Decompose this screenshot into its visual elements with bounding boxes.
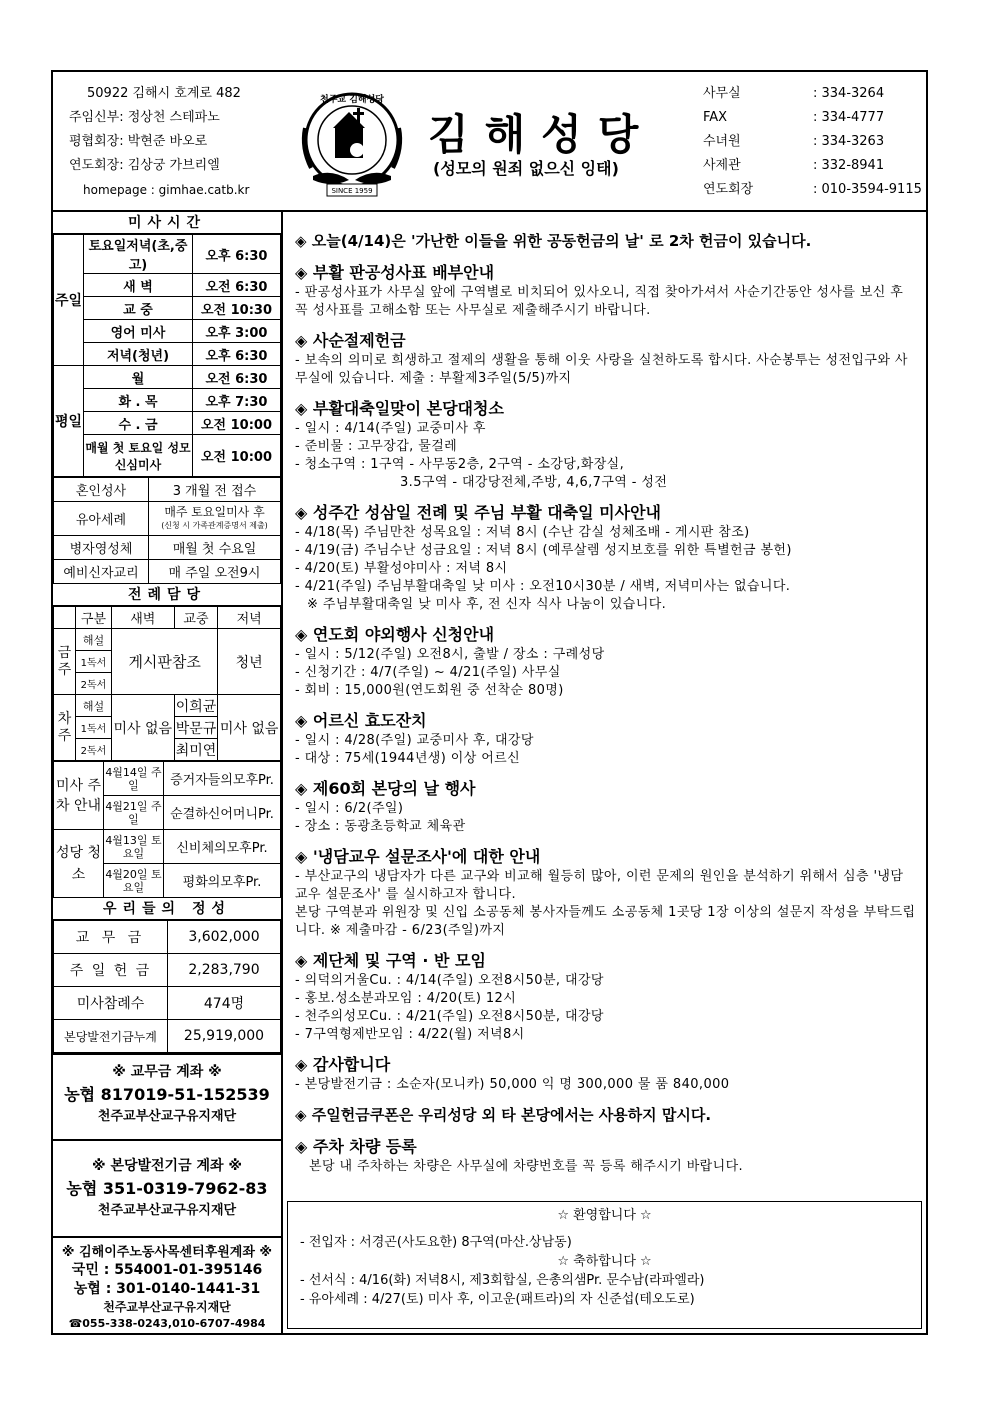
notice-text: - 본당발전기금 : 소순자(모니카) 50,000 익 명 300,000 물 품 840,000 xyxy=(295,1077,730,1092)
notice-text: ※ 주님부활대축일 낮 미사 후, 전 신자 식사 나눔이 있습니다. xyxy=(307,597,667,612)
sacrament-table xyxy=(53,477,281,584)
sacrament-name: 혼인성사 xyxy=(54,478,149,502)
parking-group: 증거자들의모후Pr. xyxy=(164,762,281,796)
notice-text: - 일시 : 5/12(주일) 오전8시, 출발 / 장소 : 구례성당 xyxy=(295,647,605,662)
labor-line1: 국민 : 554001-01-395146 xyxy=(71,1262,263,1278)
tithe-account xyxy=(53,1053,281,1139)
priest: 주임신부: 정상천 스테파노 xyxy=(69,110,220,125)
sacrament-value: 매월 첫 수요일 xyxy=(149,536,281,560)
role-label: 1독서 xyxy=(76,717,112,739)
mass-title: 미사시간 xyxy=(53,212,281,234)
mass-name: 수 . 금 xyxy=(84,412,193,435)
contact-label: FAX xyxy=(703,110,728,125)
liturgy-title: 전례담당 xyxy=(53,584,281,606)
notice-text: - 회비 : 15,000원(연도회원 중 선착순 80명) xyxy=(295,683,564,698)
mass-time: 오전 6:30 xyxy=(193,366,281,389)
contact-rectory xyxy=(703,154,922,178)
mass-time: 오후 3:00 xyxy=(193,320,281,343)
notice-text: - 보속의 의미로 희생하고 절제의 생활을 통해 이웃 사랑을 실천하도록 합시다. 사순봉투는 성전입구와 사무실에 있습니다. 제출 : 부활제3주일(5/5)까지 xyxy=(295,353,908,386)
notice-text: - 홍보.성소분과모임 : 4/20(토) 12시 xyxy=(295,991,517,1006)
congrats-line: - 유아세례 : 4/27(토) 미사 후, 이고운(패트라)의 자 신준섭(테오도로) xyxy=(300,1292,695,1307)
notice-text: - 부산교구의 냉담자가 다른 교구와 비교해 월등히 많아, 이런 문제의 원인을 분석하기 위해서 심층 '냉담교우 설문조사' 를 실시하고자 합니다. xyxy=(295,869,904,902)
account-holder: 천주교부산교구유지재단 xyxy=(97,1203,237,1218)
offering-value: 2,283,790 xyxy=(168,954,281,987)
homepage: homepage : gimhae.catb.kr xyxy=(83,183,250,197)
account-title: ※ 본당발전기금 계좌 ※ xyxy=(91,1158,243,1174)
offering-table xyxy=(53,920,281,1053)
mass-table xyxy=(53,234,281,477)
notice-heading: ◈ 오늘(4/14)은 '가난한 이들을 위한 공동헌금의 날' 로 2차 헌금이 있습니다. xyxy=(295,232,812,250)
sacrament-name: 병자영성체 xyxy=(54,536,149,560)
liturgy-header: 저녁 xyxy=(218,607,281,629)
role-label: 2독서 xyxy=(76,739,112,761)
next-week-reader: 이희균 xyxy=(174,695,218,717)
offering-title: 우리들의 정성 xyxy=(53,898,281,920)
next-week-reader: 최미연 xyxy=(174,739,218,761)
notice-heading: ◈ 연도회 야외행사 신청안내 xyxy=(295,625,495,644)
notice-text: 3.5구역 - 대강당전체,주방, 4,6,7구역 - 성전 xyxy=(400,475,668,490)
account-number: 농협 351-0319-7962-83 xyxy=(66,1179,268,1198)
notice-heading: ◈ 감사합니다 xyxy=(295,1055,391,1074)
mass-name: 토요일저녁(초,중고) xyxy=(84,235,193,274)
address: 50922 김해시 호계로 482 xyxy=(87,86,241,101)
notice-heading: ◈ 주차 차량 등록 xyxy=(295,1137,417,1156)
this-week-evening: 청년 xyxy=(218,629,281,695)
notice-heading: ◈ 사순절제헌금 xyxy=(295,331,406,350)
notice-text: - 판공성사표가 사무실 앞에 구역별로 비치되어 있사오니, 직접 찾아가셔서 사순기간동안 성사를 보신 후 꼭 성사표를 고해소함 또는 사무실로 제출해주시기 바랍니다. xyxy=(295,285,904,318)
cleaning-label: 성당 청소 xyxy=(54,830,104,898)
notice-text: - 일시 : 4/14(주일) 교중미사 후 xyxy=(295,421,486,436)
sacrament-name: 유아세례 xyxy=(54,502,149,536)
mass-time: 오전 10:00 xyxy=(193,412,281,435)
liturgy-header: 구분 xyxy=(76,607,112,629)
account-number: 농협 817019-51-152539 xyxy=(64,1085,270,1104)
parking-label: 미사 주차 안내 xyxy=(54,762,104,830)
notice-heading: ◈ 부활대축일맞이 본당대청소 xyxy=(295,399,504,418)
notice-heading: ◈ 주일헌금쿠폰은 우리성당 외 타 본당에서는 사용하지 맙시다. xyxy=(295,1106,712,1124)
contact-label: 사제관 xyxy=(703,158,741,173)
notice-heading: ◈ 성주간 성삼일 전례 및 주님 부활 대축일 미사안내 xyxy=(295,503,661,522)
notice-text: - 7구역형제반모임 : 4/22(월) 저녁8시 xyxy=(295,1027,525,1042)
role-label: 2독서 xyxy=(76,673,112,695)
contact-yeondo xyxy=(703,178,922,202)
labor-title: ※ 김해이주노동사목센터후원계좌 ※ xyxy=(61,1245,273,1260)
contact-label: 연도회장 xyxy=(703,182,754,197)
left-column xyxy=(53,212,283,1333)
offering-value: 474명 xyxy=(168,987,281,1020)
sacrament-value: 매주 토요일미사 후 xyxy=(164,504,265,519)
youth-chair: 연도회장: 김상궁 가브리엘 xyxy=(69,158,220,173)
notice-text: - 4/20(토) 부활성야미사 : 저녁 8시 xyxy=(295,561,508,576)
contact-office xyxy=(703,82,922,106)
congrats-title: ☆ 축하합니다 ☆ xyxy=(557,1254,652,1269)
offering-name: 미사참례수 xyxy=(54,987,168,1020)
notice-text: - 대상 : 75세(1944년생) 이상 어르신 xyxy=(295,751,521,766)
welcome-title: ☆ 환영합니다 ☆ xyxy=(557,1208,652,1223)
contact-fax xyxy=(703,106,922,130)
mass-name: 새 벽 xyxy=(84,274,193,297)
offering-name: 교 무 금 xyxy=(54,921,168,954)
labor-account xyxy=(53,1236,281,1338)
notice-heading: ◈ '냉담교우 설문조사'에 대한 안내 xyxy=(295,847,541,866)
notice-text: - 일시 : 4/28(주일) 교중미사 후, 대강당 xyxy=(295,733,534,748)
page-title: 김해성당 xyxy=(428,110,655,159)
notice-text: - 장소 : 동광초등학교 체육관 xyxy=(295,819,466,834)
this-week-label: 금주 xyxy=(54,629,76,695)
account-title: ※ 교무금 계좌 ※ xyxy=(112,1064,222,1080)
parking-date: 4월21일 주일 xyxy=(104,796,164,830)
mass-name: 매월 첫 토요일 성모신심미사 xyxy=(84,435,193,477)
cleaning-group: 평화의모후Pr. xyxy=(164,864,281,898)
role-label: 해설 xyxy=(76,629,112,651)
next-week-dawn: 미사 없음 xyxy=(112,695,175,761)
mass-name: 월 xyxy=(84,366,193,389)
liturgy-header: 교중 xyxy=(174,607,218,629)
contact-value: : 010-3594-9115 xyxy=(813,182,922,197)
mass-name: 영어 미사 xyxy=(84,320,193,343)
mass-time: 오전 10:30 xyxy=(193,297,281,320)
mass-time: 오전 10:00 xyxy=(193,435,281,477)
offering-name: 본당발전기금누계 xyxy=(54,1020,168,1053)
council-chair: 평협회장: 박현준 바오로 xyxy=(69,134,208,149)
mass-time: 오전 6:30 xyxy=(193,274,281,297)
logo-since: SINCE 1959 xyxy=(331,187,373,195)
cleaning-date: 4월20일 토요일 xyxy=(104,864,164,898)
cleaning-group: 신비체의모후Pr. xyxy=(164,830,281,864)
notices-column xyxy=(283,212,926,1333)
next-week-label: 차주 xyxy=(54,695,76,761)
notice-text: - 4/21(주일) 주님부활대축일 낮 미사 : 오전10시30분 / 새벽, 저녁미사는 없습니다. xyxy=(295,579,791,594)
parking-group: 순결하신어머니Pr. xyxy=(164,796,281,830)
contact-value: : 334-4777 xyxy=(813,110,885,125)
logo-text: 천주교 김해성당 xyxy=(320,95,384,105)
contact-label: 수녀원 xyxy=(703,134,741,149)
notice-text: - 준비물 : 고무장갑, 물걸레 xyxy=(295,439,458,454)
labor-phone: ☎055-338-0243,010-6707-4984 xyxy=(68,1317,266,1330)
sacrament-name: 예비신자교리 xyxy=(54,560,149,584)
notice-text: - 4/18(목) 주님만찬 성목요일 : 저녁 8시 (수난 감실 성체조배 - 게시판 참조) xyxy=(295,525,750,540)
notice-text: - 천주의성모Cu. : 4/21(주일) 오전8시50분, 대강당 xyxy=(295,1009,604,1024)
contact-label: 사무실 xyxy=(703,86,741,101)
sacrament-value: 3 개월 전 접수 xyxy=(149,478,281,502)
mass-time: 오후 6:30 xyxy=(193,343,281,366)
header xyxy=(53,72,926,212)
notice-text: - 일시 : 6/2(주일) xyxy=(295,801,404,816)
contact-convent xyxy=(703,130,922,154)
labor-holder: 천주교부산교구유지재단 xyxy=(103,1300,231,1314)
congrats-line: - 선서식 : 4/16(화) 저녁8시, 제3회합실, 은총의샘Pr. 문수남(라파엘라) xyxy=(300,1273,705,1288)
this-week-main: 게시판참조 xyxy=(112,629,218,695)
notice-text: - 의덕의거울Cu. : 4/14(주일) 오전8시50분, 대강당 xyxy=(295,973,604,988)
cleaning-date: 4월13일 토요일 xyxy=(104,830,164,864)
role-label: 해설 xyxy=(76,695,112,717)
contact-value: : 334-3263 xyxy=(813,134,885,149)
notice-text: - 청소구역 : 1구역 - 사무동2층, 2구역 - 소강당,화장실, xyxy=(295,457,625,472)
labor-line2: 농협 : 301-0140-1441-31 xyxy=(73,1281,261,1297)
parish-info xyxy=(69,82,249,202)
page-subtitle: (성모의 원죄 없으신 잉태) xyxy=(433,159,619,178)
mass-name: 화 . 목 xyxy=(84,389,193,412)
notice-heading: ◈ 제60회 본당의 날 행사 xyxy=(295,779,476,798)
welcome-box xyxy=(287,1201,922,1329)
offering-value: 3,602,000 xyxy=(168,921,281,954)
sacrament-sub: (신청 시 가족관계증명서 제출) xyxy=(161,520,268,530)
role-label: 1독서 xyxy=(76,651,112,673)
bulletin-frame xyxy=(51,70,928,1335)
mass-time: 오후 6:30 xyxy=(193,235,281,274)
weekday-label: 평일 xyxy=(54,366,84,477)
notice-heading: ◈ 부활 판공성사표 배부안내 xyxy=(295,263,495,282)
offering-value: 25,919,000 xyxy=(168,1020,281,1053)
sunday-label: 주일 xyxy=(54,235,84,366)
parish-logo xyxy=(291,88,413,200)
notice-text: - 4/19(금) 주님수난 성금요일 : 저녁 8시 (예루살렘 성지보호를 위한 특별헌금 봉헌) xyxy=(295,543,792,558)
mass-name: 저녁(청년) xyxy=(84,343,193,366)
duty-table xyxy=(53,761,281,898)
sacrament-value: 매 주일 오전9시 xyxy=(149,560,281,584)
mass-time: 오후 7:30 xyxy=(193,389,281,412)
next-week-evening: 미사 없음 xyxy=(218,695,281,761)
contact-value: : 334-3264 xyxy=(813,86,885,101)
account-holder: 천주교부산교구유지재단 xyxy=(97,1109,237,1124)
parking-date: 4월14일 주일 xyxy=(104,762,164,796)
next-week-reader: 박문규 xyxy=(174,717,218,739)
notice-text: - 신청기간 : 4/7(주일) ~ 4/21(주일) 사무실 xyxy=(295,665,561,680)
offering-name: 주 일 헌 금 xyxy=(54,954,168,987)
welcome-line: - 전입자 : 서경곤(사도요한) 8구역(마산.상남동) xyxy=(300,1235,572,1250)
notice-heading: ◈ 제단체 및 구역 · 반 모임 xyxy=(295,951,486,970)
liturgy-header: 새벽 xyxy=(112,607,175,629)
notice-heading: ◈ 어르신 효도잔치 xyxy=(295,711,427,730)
notice-text: 본당 구역분과 위원장 및 신입 소공동체 봉사자들께도 소공동체 1곳당 1장 이상의 설문지 작성을 부탁드립니다. ※ 제출마감 - 6/23(주일)까지 xyxy=(295,905,916,938)
notice-text: 본당 내 주차하는 차량은 사무실에 차량번호를 꼭 등록 해주시기 바랍니다. xyxy=(309,1159,744,1174)
fund-account xyxy=(53,1139,281,1236)
contact-value: : 332-8941 xyxy=(813,158,885,173)
liturgy-table xyxy=(53,606,281,761)
contacts xyxy=(703,82,922,202)
mass-name: 교 중 xyxy=(84,297,193,320)
notice-list xyxy=(283,230,926,1176)
